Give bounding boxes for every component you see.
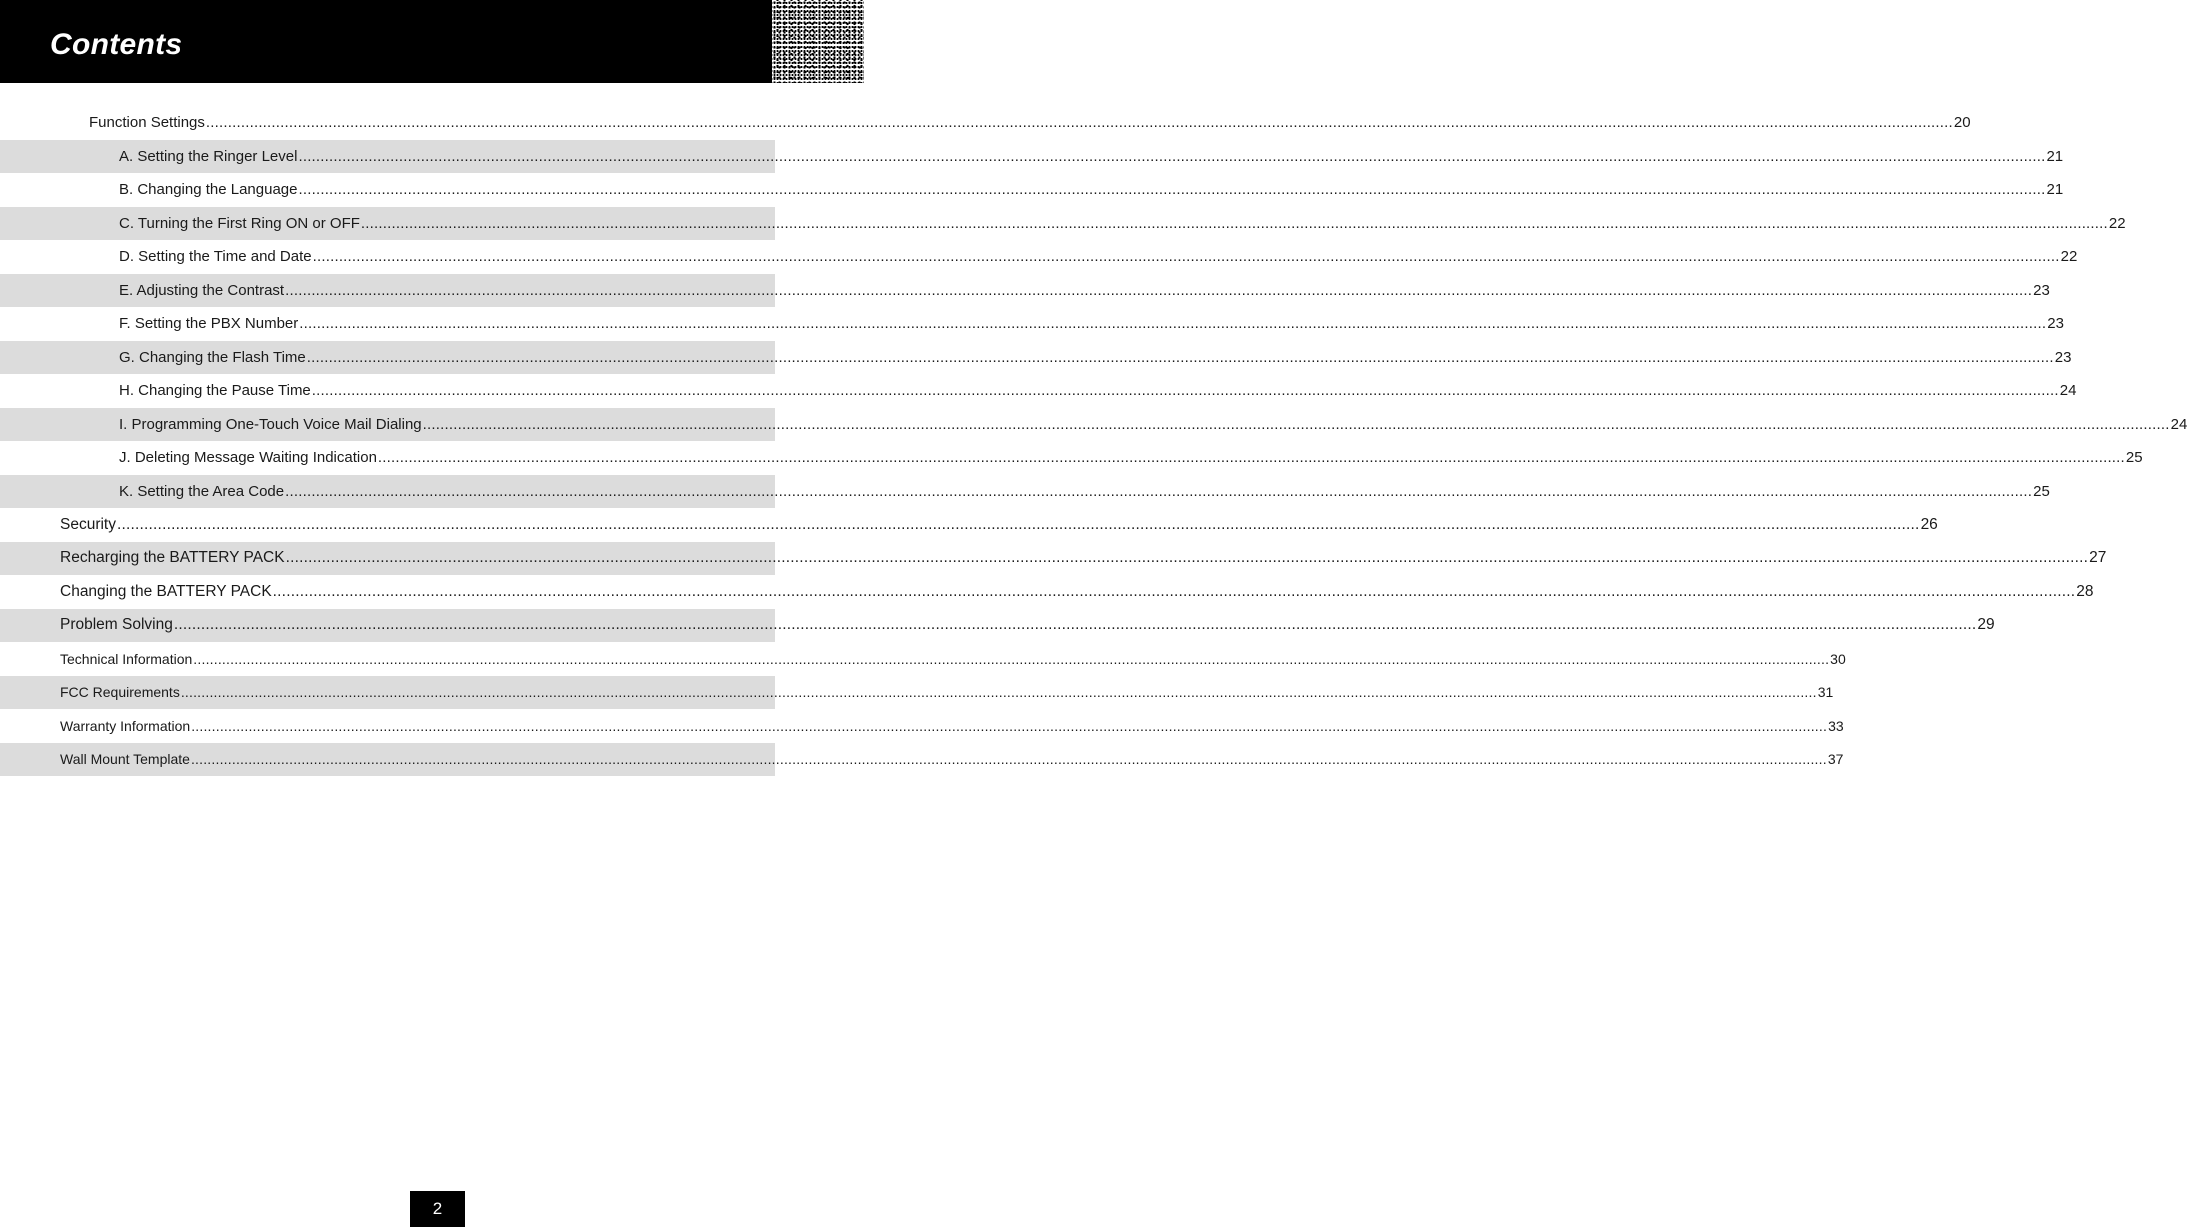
- toc-entry-label: Security: [60, 515, 116, 533]
- toc-entry-label: J. Deleting Message Waiting Indication: [119, 449, 377, 467]
- toc-entry[interactable]: [0, 274, 2050, 308]
- toc-dot-leader: ................................................................................................................................................................................................................................................................................................................................................................................................................: [377, 449, 2125, 467]
- toc-entry[interactable]: [0, 374, 2077, 408]
- toc-dot-leader: ................................................................................................................................................................................................................................................................................................................................................................................................................: [306, 348, 2054, 366]
- toc-entry-label: C. Turning the First Ring ON or OFF: [119, 214, 360, 232]
- toc-entry[interactable]: [0, 575, 2094, 609]
- toc-entry-page: 22: [2108, 214, 2126, 232]
- toc-dot-leader: ................................................................................................................................................................................................................................................................................................................................................................................................................: [422, 415, 2170, 433]
- toc-entry-label: D. Setting the Time and Date: [119, 248, 312, 266]
- toc-dot-leader: ................................................................................................................................................................................................................................................................................................................................................................................................................: [191, 717, 1828, 734]
- toc-entry-label: B. Changing the Language: [119, 181, 298, 199]
- toc-dot-leader: ................................................................................................................................................................................................................................................................................................................................................................................................................: [299, 315, 2047, 333]
- toc-entry[interactable]: [0, 542, 2107, 576]
- toc-entry-label: Problem Solving: [60, 616, 173, 634]
- toc-entry-page: 23: [2054, 348, 2072, 366]
- toc-entry-label: Function Settings: [89, 114, 205, 132]
- toc-entry[interactable]: [0, 743, 1844, 777]
- toc-entry[interactable]: [0, 106, 1971, 140]
- toc-entry-page: 21: [2046, 181, 2064, 199]
- page-title: Contents: [50, 28, 183, 61]
- toc-dot-leader: ................................................................................................................................................................................................................................................................................................................................................................................................................: [180, 684, 1817, 701]
- toc-entry-label: K. Setting the Area Code: [119, 482, 285, 500]
- toc-entry-label: E. Adjusting the Contrast: [119, 281, 285, 299]
- toc-dot-leader: ................................................................................................................................................................................................................................................................................................................................................................................................................: [173, 616, 1977, 634]
- toc-entry-page: 21: [2046, 147, 2064, 165]
- toc-entry-page: 23: [2033, 281, 2050, 299]
- toc-entry-page: 20: [1953, 114, 1971, 132]
- toc-entry[interactable]: [0, 676, 1834, 710]
- toc-dot-leader: ................................................................................................................................................................................................................................................................................................................................................................................................................: [205, 114, 1953, 132]
- toc-entry-page: 24: [2059, 382, 2077, 400]
- toc-entry[interactable]: [0, 207, 2126, 241]
- toc-entry[interactable]: [0, 173, 2064, 207]
- toc-dot-leader: ................................................................................................................................................................................................................................................................................................................................................................................................................: [360, 214, 2108, 232]
- toc-entry-label: FCC Requirements: [60, 684, 180, 701]
- toc-dot-leader: ................................................................................................................................................................................................................................................................................................................................................................................................................: [285, 281, 2033, 299]
- toc-dot-leader: ................................................................................................................................................................................................................................................................................................................................................................................................................: [193, 650, 1830, 667]
- toc-dot-leader: ................................................................................................................................................................................................................................................................................................................................................................................................................: [311, 382, 2059, 400]
- page-number: 2: [410, 1191, 465, 1227]
- toc-entry[interactable]: [0, 441, 2143, 475]
- toc-entry-page: 27: [2089, 549, 2107, 567]
- scan-noise-decoration: [772, 0, 864, 83]
- toc-entry-label: I. Programming One-Touch Voice Mail Dialing: [119, 415, 422, 433]
- toc-entry-page: 25: [2125, 449, 2143, 467]
- toc-entry-page: 22: [2060, 248, 2078, 266]
- toc-entry-page: 30: [1830, 650, 1846, 667]
- toc-entry[interactable]: [0, 709, 1844, 743]
- toc-entry[interactable]: [0, 508, 1938, 542]
- toc-entry-page: 26: [1920, 515, 1938, 533]
- toc-entry-label: H. Changing the Pause Time: [119, 382, 311, 400]
- toc-entry-label: Changing the BATTERY PACK: [60, 582, 272, 600]
- toc-entry-label: Wall Mount Template: [60, 751, 190, 768]
- toc-entry-label: F. Setting the PBX Number: [119, 315, 299, 333]
- table-of-contents: [0, 106, 2187, 776]
- toc-dot-leader: ................................................................................................................................................................................................................................................................................................................................................................................................................: [272, 582, 2076, 600]
- toc-entry[interactable]: [0, 642, 1846, 676]
- toc-dot-leader: ................................................................................................................................................................................................................................................................................................................................................................................................................: [285, 482, 2033, 500]
- toc-entry-page: 33: [1828, 717, 1844, 734]
- toc-entry-label: Recharging the BATTERY PACK: [60, 549, 285, 567]
- header-bar: [0, 0, 864, 83]
- toc-entry-label: Technical Information: [60, 650, 193, 667]
- toc-entry[interactable]: [0, 240, 2078, 274]
- toc-dot-leader: ................................................................................................................................................................................................................................................................................................................................................................................................................: [190, 751, 1827, 768]
- toc-dot-leader: ................................................................................................................................................................................................................................................................................................................................................................................................................: [312, 248, 2060, 266]
- toc-entry-label: G. Changing the Flash Time: [119, 348, 306, 366]
- toc-dot-leader: ................................................................................................................................................................................................................................................................................................................................................................................................................: [285, 549, 2089, 567]
- toc-entry-page: 37: [1827, 751, 1844, 768]
- toc-entry-page: 31: [1817, 684, 1834, 701]
- toc-entry[interactable]: [0, 475, 2050, 509]
- toc-entry-page: 25: [2033, 482, 2050, 500]
- toc-dot-leader: ................................................................................................................................................................................................................................................................................................................................................................................................................: [117, 515, 1920, 533]
- toc-entry[interactable]: [0, 408, 2187, 442]
- toc-entry[interactable]: [0, 140, 2064, 174]
- toc-entry-label: A. Setting the Ringer Level: [119, 147, 298, 165]
- toc-dot-leader: ................................................................................................................................................................................................................................................................................................................................................................................................................: [298, 147, 2046, 165]
- toc-dot-leader: ................................................................................................................................................................................................................................................................................................................................................................................................................: [298, 181, 2046, 199]
- toc-entry[interactable]: [0, 307, 2064, 341]
- toc-entry-page: 28: [2076, 582, 2094, 600]
- toc-entry-page: 23: [2047, 315, 2064, 333]
- toc-entry-page: 29: [1977, 616, 1995, 634]
- toc-entry[interactable]: [0, 609, 1995, 643]
- toc-entry-page: 24: [2170, 415, 2187, 433]
- toc-entry[interactable]: [0, 341, 2072, 375]
- toc-entry-label: Warranty Information: [60, 717, 191, 734]
